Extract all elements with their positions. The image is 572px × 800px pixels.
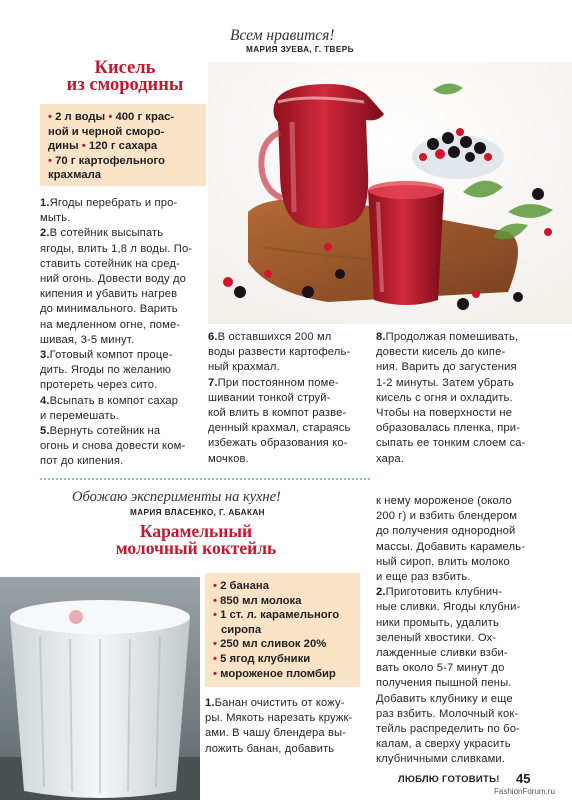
step-text: Ягоды перебрать и про- xyxy=(49,197,178,209)
bullet: • xyxy=(213,652,217,665)
step-text: массы. Добавить карамель- xyxy=(376,540,526,553)
milkshake-photo xyxy=(0,577,200,800)
ingredient-line: • мороженое пломбир xyxy=(213,667,336,680)
bullet: • xyxy=(213,609,217,622)
kissel-illustration xyxy=(208,62,572,324)
step-text: ами. В чашу блендера вы- xyxy=(205,727,347,740)
ingredient-line: • 2 банана xyxy=(213,580,270,592)
bullet: • xyxy=(213,580,217,592)
step-text: кипения и убавить нагрев xyxy=(40,288,178,301)
top-steps-col3 xyxy=(376,330,556,467)
step-text: до получения однородной xyxy=(376,525,516,538)
step-text: к нему мороженое (около xyxy=(376,495,512,507)
step xyxy=(208,376,378,391)
ingredient-line: • 5 ягод клубники xyxy=(213,652,311,665)
ingredient-line: • 70 г картофельного xyxy=(48,154,165,167)
step-text: хара. xyxy=(376,452,404,465)
step-text: кой влить в компот разве- xyxy=(208,407,347,420)
step-text: ягоды, влить 1,8 л воды. По- xyxy=(40,242,193,255)
step-number: 1. xyxy=(205,697,215,709)
step-text: Продолжая помешивать, xyxy=(385,331,519,343)
step-text: ные сливки. Ягоды клубни- xyxy=(376,601,521,614)
step-text: воды развести картофель- xyxy=(208,346,351,359)
step-text: пот до кипения. xyxy=(40,455,124,468)
step-text: Добавить клубнику и еще xyxy=(376,692,513,705)
ingredient-line: крахмала xyxy=(48,169,102,182)
bullet: • xyxy=(81,140,86,153)
step-text: лажденные сливки взби- xyxy=(376,647,508,660)
ingredient-line: ной и черной сморо- xyxy=(48,125,165,138)
step-text: сыпать ее тонким слоем са- xyxy=(376,437,526,450)
step-text: ники промыть, удалить xyxy=(376,616,499,629)
step-number: 8. xyxy=(376,331,386,343)
step-text: ный сироп, влить молоко xyxy=(376,555,510,568)
step-text: мыть. xyxy=(40,212,71,225)
step-number: 5. xyxy=(40,425,50,438)
step-text: 1-2 минуты. Затем убрать xyxy=(376,376,515,389)
step xyxy=(40,196,210,211)
step-text: дить. Ягоды по желанию xyxy=(40,364,172,377)
ingredient-line: • 2 л воды • 400 г крас- xyxy=(48,111,175,123)
step-number: 2. xyxy=(40,227,50,240)
top-ingredients-box xyxy=(40,104,206,186)
step-text: и перемешать. xyxy=(40,409,119,422)
step-text: ложить банан, добавить xyxy=(205,742,335,755)
magazine-name: ЛЮБЛЮ ГОТОВИТЬ! xyxy=(398,774,500,785)
step-number: 4. xyxy=(40,394,50,407)
ingredient-line: • 1 ст. л. карамельного xyxy=(213,609,340,622)
ingredient-line: • 850 мл молока xyxy=(213,594,302,607)
step xyxy=(40,394,210,409)
step-text: тейль распределить по бо- xyxy=(376,723,520,736)
step-number: 1. xyxy=(40,197,50,209)
step xyxy=(40,424,210,439)
step-text: вать около 5-7 минут до xyxy=(376,662,505,675)
step-text: до минимального. Варить xyxy=(40,303,178,316)
step xyxy=(376,585,558,600)
step-text: раз взбить. Молочный кок- xyxy=(376,707,519,720)
bullet: • xyxy=(213,638,217,651)
section-divider xyxy=(40,478,370,480)
step-text: Чтобы на поверхности не xyxy=(376,407,513,420)
step xyxy=(208,330,378,345)
step-text: ний огонь. Довести воду до xyxy=(40,273,186,286)
step-text: кисель с огня и охладить. xyxy=(376,391,513,404)
step-text: В оставшихся 200 мл xyxy=(217,331,332,343)
step xyxy=(40,226,210,241)
bullet: • xyxy=(213,594,217,607)
kissel-photo xyxy=(208,62,572,324)
step-text: избежать образования ко- xyxy=(208,437,348,450)
title-line: из смородины xyxy=(66,75,184,95)
step-text: клубничными сливками. xyxy=(376,753,506,766)
step-number: 6. xyxy=(208,331,218,343)
step-text: Вернуть сотейник на xyxy=(49,425,161,438)
milkshake-illustration xyxy=(0,577,200,800)
step-text: денный крахмал, стараясь xyxy=(208,422,351,435)
ingredient-line: сиропа xyxy=(221,623,262,636)
bottom-recipe-title xyxy=(96,523,296,557)
step-number: 7. xyxy=(208,376,218,389)
top-steps-col1 xyxy=(40,196,210,470)
step-text: протереть через сито. xyxy=(40,379,158,392)
top-steps-col2 xyxy=(208,330,378,467)
step-text: 200 г) и взбить блендером xyxy=(376,510,518,523)
step-text: Банан очистить от кожу- xyxy=(214,697,345,709)
step-text: шивании тонкой струй- xyxy=(208,391,331,404)
step-text: ный крахмал. xyxy=(208,361,280,374)
step-number: 3. xyxy=(40,349,50,362)
bottom-steps-mid xyxy=(205,696,375,757)
title-line: Карамельный xyxy=(139,521,253,541)
step-text: ставить сотейник на сред- xyxy=(40,257,180,270)
step-text: на медленном огне, поме- xyxy=(40,318,181,331)
step-number: 2. xyxy=(376,586,386,599)
step-text: получения пышной пены. xyxy=(376,677,512,690)
step-text: Всыпать в компот сахар xyxy=(49,394,179,407)
step-text: калам, а сверху украсить xyxy=(376,738,511,751)
step-text: В сотейник высыпать xyxy=(49,227,164,240)
title-line: Кисель xyxy=(94,58,156,78)
bullet: • xyxy=(48,111,52,123)
top-author: МАРИЯ ЗУЕВА, Г. ТВЕРЬ xyxy=(246,45,354,54)
bottom-kicker: Обожаю эксперименты на кухне! xyxy=(72,489,281,505)
watermark: FashionForum.ru xyxy=(494,787,555,796)
step-text: ния. Варить до загустения xyxy=(376,361,517,374)
bullet: • xyxy=(48,154,52,167)
step-text: мочков. xyxy=(208,452,249,465)
step-text: ры. Мякоть нарезать кружк- xyxy=(205,712,353,725)
step-text: Приготовить клубнич- xyxy=(385,586,503,599)
step-text: зеленый хвостики. Ох- xyxy=(376,631,497,644)
bottom-steps-right xyxy=(376,494,558,768)
step-text: довести кисель до кипе- xyxy=(376,346,506,359)
step-text: шивая, 3-5 минут. xyxy=(40,333,135,346)
step-text: При постоянном поме- xyxy=(217,376,339,389)
step-text: и еще раз взбить. xyxy=(376,571,471,584)
step xyxy=(205,696,375,711)
step xyxy=(376,330,556,345)
top-recipe-title xyxy=(40,60,210,94)
step-text: образовалась пленка, при- xyxy=(376,422,521,435)
step-text: Готовый компот проце- xyxy=(49,349,173,362)
ingredient-line: дины • 120 г сахара xyxy=(48,140,158,153)
step xyxy=(40,348,210,363)
title-line: молочный коктейль xyxy=(115,538,277,558)
top-kicker: Всем нравится! xyxy=(230,27,335,44)
bottom-author: МАРИЯ ВЛАСЕНКО, Г. АБАКАН xyxy=(130,508,265,517)
page-number: 45 xyxy=(516,771,531,786)
bullet: • xyxy=(213,667,217,680)
ingredient-line: • 250 мл сливок 20% xyxy=(213,638,327,651)
bottom-ingredients-box xyxy=(205,573,360,687)
bullet: • xyxy=(108,111,113,123)
step-text: огонь и снова довести ком- xyxy=(40,440,186,453)
